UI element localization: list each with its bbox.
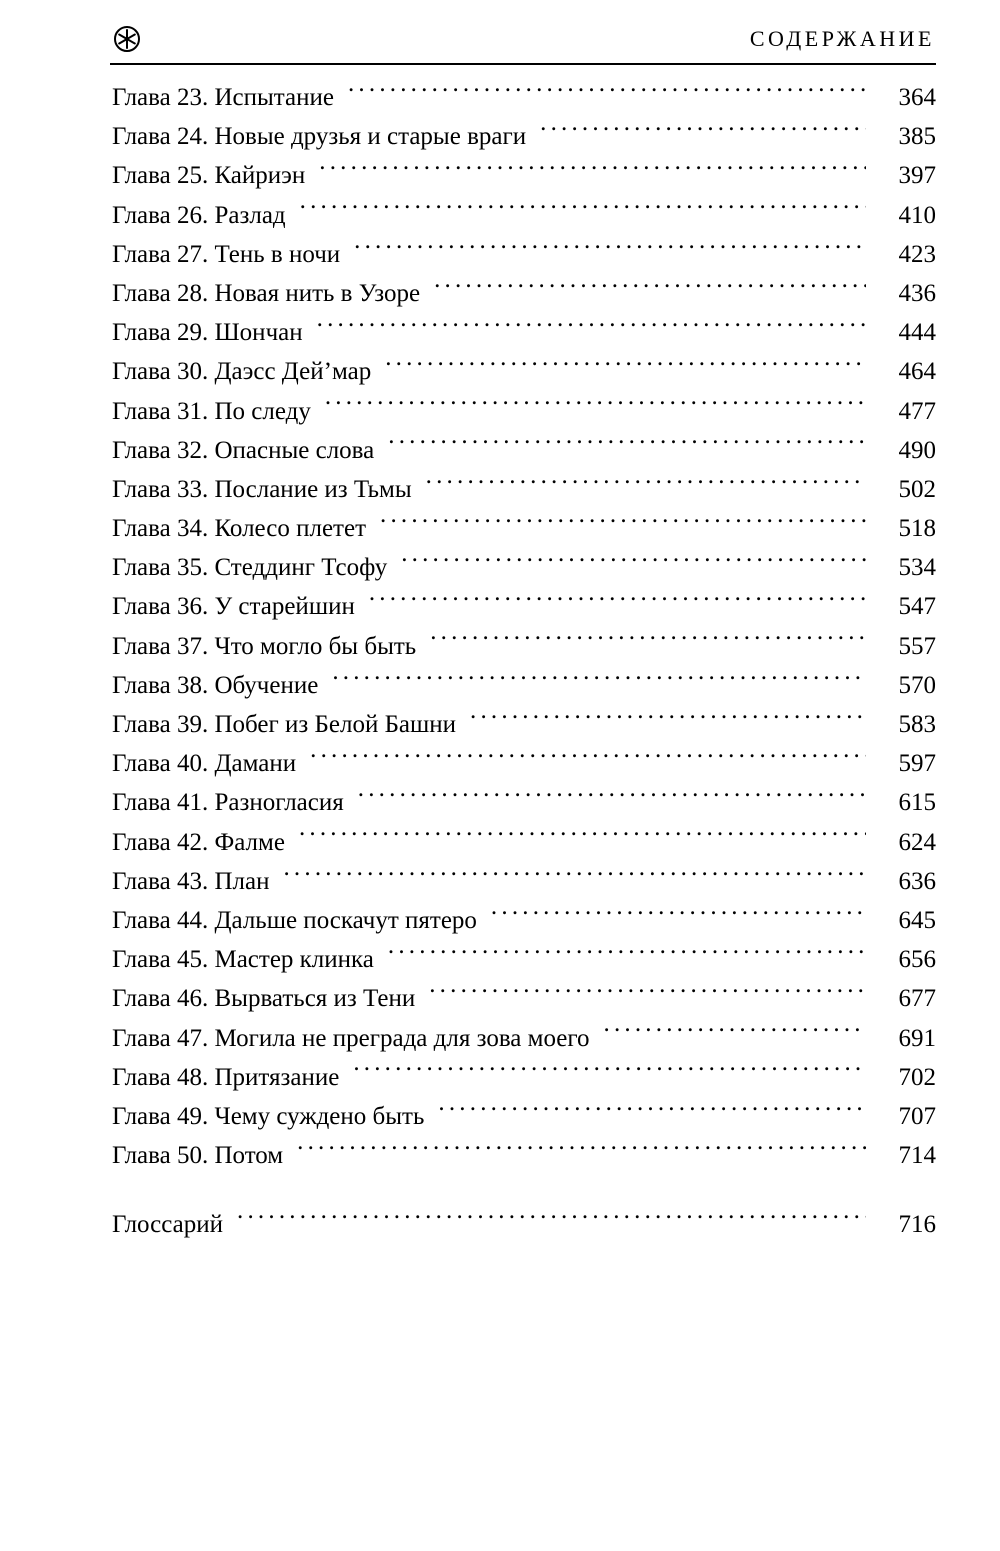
toc-leader-dots (604, 1021, 867, 1046)
toc-entry[interactable] (112, 587, 936, 626)
toc-leader-dots (353, 1060, 866, 1085)
toc-entry-label: Глава 48. Притязание (112, 1063, 340, 1091)
toc-entry-label: Глава 37. Что могло бы быть (112, 632, 417, 660)
toc-entry[interactable] (112, 548, 936, 587)
toc-entry-page-number: 691 (898, 1024, 936, 1052)
toc-entry-page-number: 624 (898, 828, 936, 856)
toc-entry-page-number: 677 (898, 985, 936, 1013)
toc-entry-label: Глава 47. Могила не преграда для зова моего (112, 1024, 590, 1052)
toc-entry[interactable] (112, 666, 936, 705)
toc-entry-label: Глава 46. Вырваться из Тени (112, 985, 416, 1013)
toc-entry-page-number: 385 (898, 123, 936, 151)
toc-entry[interactable] (112, 1097, 936, 1136)
toc-entry[interactable] (112, 1058, 936, 1097)
toc-leader-dots (297, 1138, 866, 1163)
toc-entry[interactable] (112, 862, 936, 901)
toc-entry-label: Глава 25. Кайриэн (112, 162, 306, 190)
toc-entry-page-number: 557 (898, 632, 936, 660)
toc-entry[interactable] (112, 156, 936, 195)
toc-entry-page-number: 410 (898, 201, 936, 229)
toc-leader-dots (283, 864, 866, 889)
toc-entry-label: Глава 42. Фалме (112, 828, 285, 856)
header-divider (110, 63, 936, 65)
toc-leader-dots (317, 315, 866, 340)
toc-entry[interactable] (112, 78, 936, 117)
toc-leader-dots (380, 511, 866, 536)
toc-entry-page-number: 716 (898, 1211, 936, 1239)
toc-entry[interactable] (112, 627, 936, 666)
toc-entry-label: Глава 34. Колесо плетет (112, 515, 367, 543)
toc-entry-page-number: 518 (898, 515, 936, 543)
toc-leader-dots (430, 629, 866, 654)
toc-leader-dots (438, 1099, 866, 1124)
toc-leader-dots (388, 433, 866, 458)
toc-entry-page-number: 444 (898, 319, 936, 347)
toc-entry-page-number: 583 (898, 711, 936, 738)
toc-entry-label: Глава 36. У старейшин (112, 593, 355, 621)
toc-entry[interactable] (112, 313, 936, 352)
toc-leader-dots (426, 472, 866, 497)
toc-entry[interactable] (112, 901, 936, 940)
toc-leader-dots (369, 589, 866, 614)
page-header (110, 18, 935, 62)
toc-entry-label: Глава 27. Тень в ночи (112, 240, 341, 268)
toc-leader-dots (491, 903, 866, 928)
toc-entry-label: Глава 40. Дамани (112, 750, 297, 778)
page-title: СОДЕРЖАНИЕ (749, 26, 935, 51)
toc-leader-dots (429, 981, 866, 1006)
toc-leader-dots (401, 550, 866, 575)
toc-entry[interactable] (112, 431, 936, 470)
toc-entry-page-number: 714 (898, 1142, 936, 1170)
toc-entry-label: Глава 24. Новые друзья и старые враги (112, 123, 527, 151)
toc-leader-dots (470, 707, 866, 732)
toc-entry-label: Глава 26. Разлад (112, 201, 286, 229)
toc-entry-page-number: 570 (898, 671, 936, 699)
toc-entry[interactable] (112, 705, 936, 744)
toc-entry-label: Глава 35. Стеддинг Тсофу (112, 554, 388, 582)
toc-entry-page-number: 702 (898, 1063, 936, 1091)
toc-leader-dots (354, 237, 866, 262)
toc-entry-label: Глава 41. Разногласия (112, 789, 344, 817)
toc-entry[interactable] (112, 117, 936, 156)
toc-entry-label: Глава 43. План (112, 867, 270, 895)
toc-entry-page-number: 636 (898, 867, 936, 895)
toc-leader-dots (348, 80, 866, 105)
toc-entry[interactable] (112, 979, 936, 1018)
toc-entry-page-number: 364 (898, 84, 936, 111)
toc-entry[interactable] (112, 392, 936, 431)
toc-entry-page-number: 502 (898, 475, 936, 503)
toc-entry[interactable] (112, 352, 936, 391)
toc-entry[interactable] (112, 1019, 936, 1058)
toc-entry-label: Глава 44. Дальше поскачут пятеро (112, 906, 477, 934)
toc-entry-label: Глава 30. Даэсс Дей’мар (112, 358, 372, 386)
toc-entry[interactable] (112, 744, 936, 783)
toc-entry-page-number: 615 (898, 789, 936, 817)
toc-entry[interactable] (112, 196, 936, 235)
toc-leader-dots (299, 825, 866, 850)
toc-entry-label: Глава 38. Обучение (112, 671, 319, 699)
toc-entry-page-number: 490 (898, 436, 936, 464)
toc-entry[interactable] (112, 823, 936, 862)
toc-leader-dots (388, 942, 866, 967)
toc-leader-dots (332, 668, 866, 693)
toc-entry-page-number: 397 (898, 162, 936, 190)
toc-entry-label: Глава 32. Опасные слова (112, 436, 375, 464)
toc-entry[interactable] (112, 470, 936, 509)
toc-leader-dots (540, 119, 866, 144)
toc-entry-label: Глава 49. Чему суждено быть (112, 1102, 425, 1130)
toc-entry-label: Глава 39. Побег из Белой Башни (112, 711, 457, 738)
toc-entry[interactable] (112, 509, 936, 548)
toc-entry-page-number: 464 (898, 358, 936, 386)
toc-entry-page-number: 597 (898, 750, 936, 778)
toc-leader-dots (385, 354, 866, 379)
toc-entry-label: Глава 23. Испытание (112, 84, 334, 111)
toc-leader-dots (434, 276, 866, 301)
toc-entry-page-number: 423 (898, 240, 936, 268)
toc-entry[interactable] (112, 940, 936, 979)
toc-entry-page-number: 436 (898, 279, 936, 307)
toc-entry-page-number: 707 (898, 1102, 936, 1130)
toc-entry[interactable] (112, 1136, 936, 1175)
toc-leader-dots (358, 785, 866, 810)
asterisk-ornament-icon (110, 22, 144, 56)
toc-entry-page-number: 534 (898, 554, 936, 582)
toc-entry-label: Глава 33. Послание из Тьмы (112, 475, 412, 503)
toc-entry[interactable] (112, 274, 936, 313)
toc-leader-dots (319, 158, 866, 183)
toc-entry-label: Глава 31. По следу (112, 397, 311, 425)
toc-leader-dots (325, 394, 866, 419)
toc-entry-label: Глава 50. Потом (112, 1142, 284, 1170)
table-of-contents (112, 78, 936, 1244)
toc-entry-label: Глоссарий (112, 1211, 224, 1239)
toc-entry-page-number: 645 (898, 906, 936, 934)
toc-entry-page-number: 656 (898, 946, 936, 974)
toc-entry-label: Глава 28. Новая нить в Узоре (112, 279, 421, 307)
toc-leader-dots (310, 746, 866, 771)
toc-leader-dots (237, 1207, 866, 1232)
toc-entry-label: Глава 29. Шончан (112, 319, 303, 347)
toc-entry[interactable] (112, 783, 936, 822)
toc-entry-page-number: 477 (898, 397, 936, 425)
toc-entry[interactable] (112, 1205, 936, 1244)
toc-entry-label: Глава 45. Мастер клинка (112, 946, 374, 974)
toc-entry[interactable] (112, 235, 936, 274)
toc-leader-dots (300, 198, 866, 223)
toc-entry-page-number: 547 (898, 593, 936, 621)
